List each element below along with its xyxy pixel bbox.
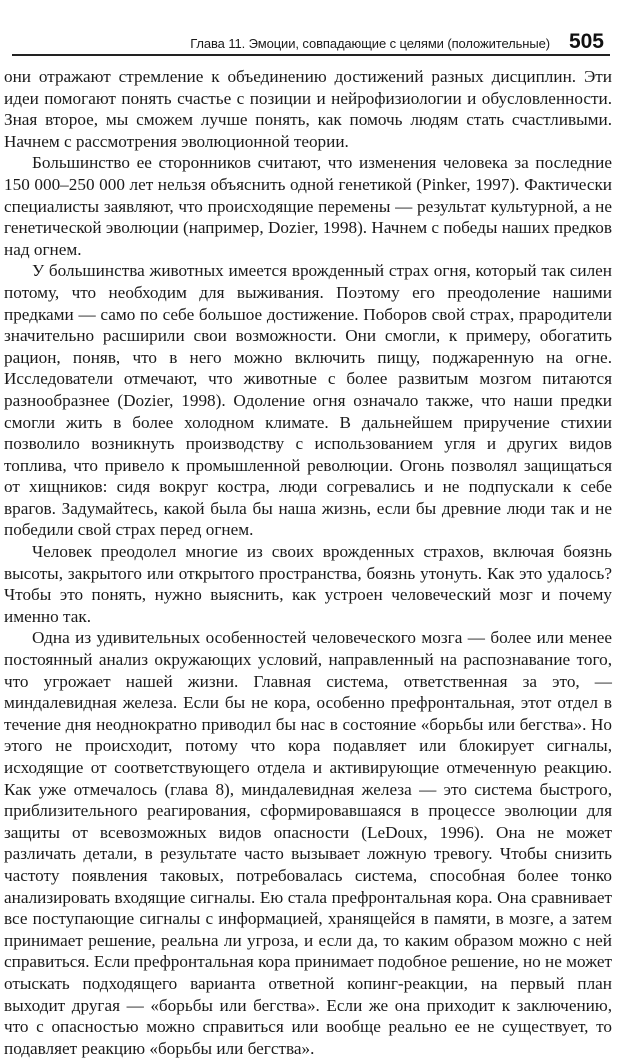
paragraph-2: Большинство ее сторонников считают, что изменения человека за последние 150 000–250 000 лет нельзя объяснить одной генетикой (Pinker, 1997). Фактически специалисты заявляют, что происходящие перемены — результат культурной, а не генетической эволюции (например, Dozier, 1998). Начнем с победы наших предков над огнем.	[4, 153, 612, 259]
paragraph-5: Одна из удивительных особенностей человеческого мозга — более или менее постоянный анализ окружающих условий, направленный на распознавание того, что угрожает нашей жизни. Главная система, ответственная за это, — миндалевидная железа. Если бы не кора, особенно префронтальная, этот отдел в течение дня неоднократно приводил бы нас в состояние «борьбы или бегства». Но этого не происходит, потому что кора подавляет или блокирует сигналы, исходящие от соответствующего отдела и активирующие отмеченную реакцию. Как уже отмечалось (глава 8), миндалевидная железа — это система быстрого, приблизительного реагирования, сформировавшаяся в процессе эволюции для защиты от всевозможных видов опасности (LeDoux, 1996). Она не может различать детали, в результате часто вызывает ложную тревогу. Чтобы снизить частоту появления таковых, потребовалась система, способная более тонко анализировать входящие сигналы. Ею стала префронтальная кора. Она сравнивает все поступающие сигналы с информацией, хранящейся в памяти, в мозге, а затем принимает решение, реальна ли угроза, и если да, то каким образом можно с ней справиться. Если префронтальная кора принимает подобное решение, но не может отыскать подходящего варианта ответной копинг-реакции, на первый план выходит другая — «борьбы или бегства». Если же она приходит к заключению, что с опасностью можно справиться или вообще реально ее не существует, то подавляет реакцию «борьбы или бегства».	[4, 628, 612, 1058]
body-text	[4, 66, 612, 1059]
paragraph-1: они отражают стремление к объединению достижений разных дисциплин. Эти идеи помогают понять счастье с позиции и нейрофизиологии и обусловленности. Зная второе, мы сможем лучше понять, как помочь людям стать счастливыми. Начнем с рассмотрения эволюционной теории.	[4, 67, 612, 151]
paragraph-4: Человек преодолел многие из своих врожденных страхов, включая боязнь высоты, закрытого или открытого пространства, боязнь утонуть. Как это удалось? Чтобы это понять, нужно выяснить, как устроен человеческий мозг и почему именно так.	[4, 542, 612, 626]
header-rule	[12, 54, 610, 56]
page-number: 505	[568, 30, 604, 53]
running-header	[0, 30, 610, 56]
chapter-title: Глава 11. Эмоции, совпадающие с целями (положительные)	[190, 36, 550, 51]
paragraph-3: У большинства животных имеется врожденный страх огня, который так силен потому, что необходим для выживания. Поэтому его преодоление нашими предками — само по себе большое достижение. Поборов свой страх, прародители значительно расширили свои возможности. Они смогли, к примеру, обогатить рацион, поняв, что в него можно включить пищу, поджаренную на огне. Исследователи отмечают, что животные с более развитым мозгом питаются разнообразнее (Dozier, 1998). Одоление огня означало также, что наши предки смогли жить в более холодном климате. В дальнейшем приручение стихии позволило возникнуть производству с использованием угля и других видов топлива, что привело к промышленной революции. Огонь позволял защищаться от хищников: сидя вокруг костра, люди согревались и не подпускали к себе врагов. Задумайтесь, какой была бы наша жизнь, если бы древние люди так и не победили свой страх перед огнем.	[4, 261, 612, 540]
